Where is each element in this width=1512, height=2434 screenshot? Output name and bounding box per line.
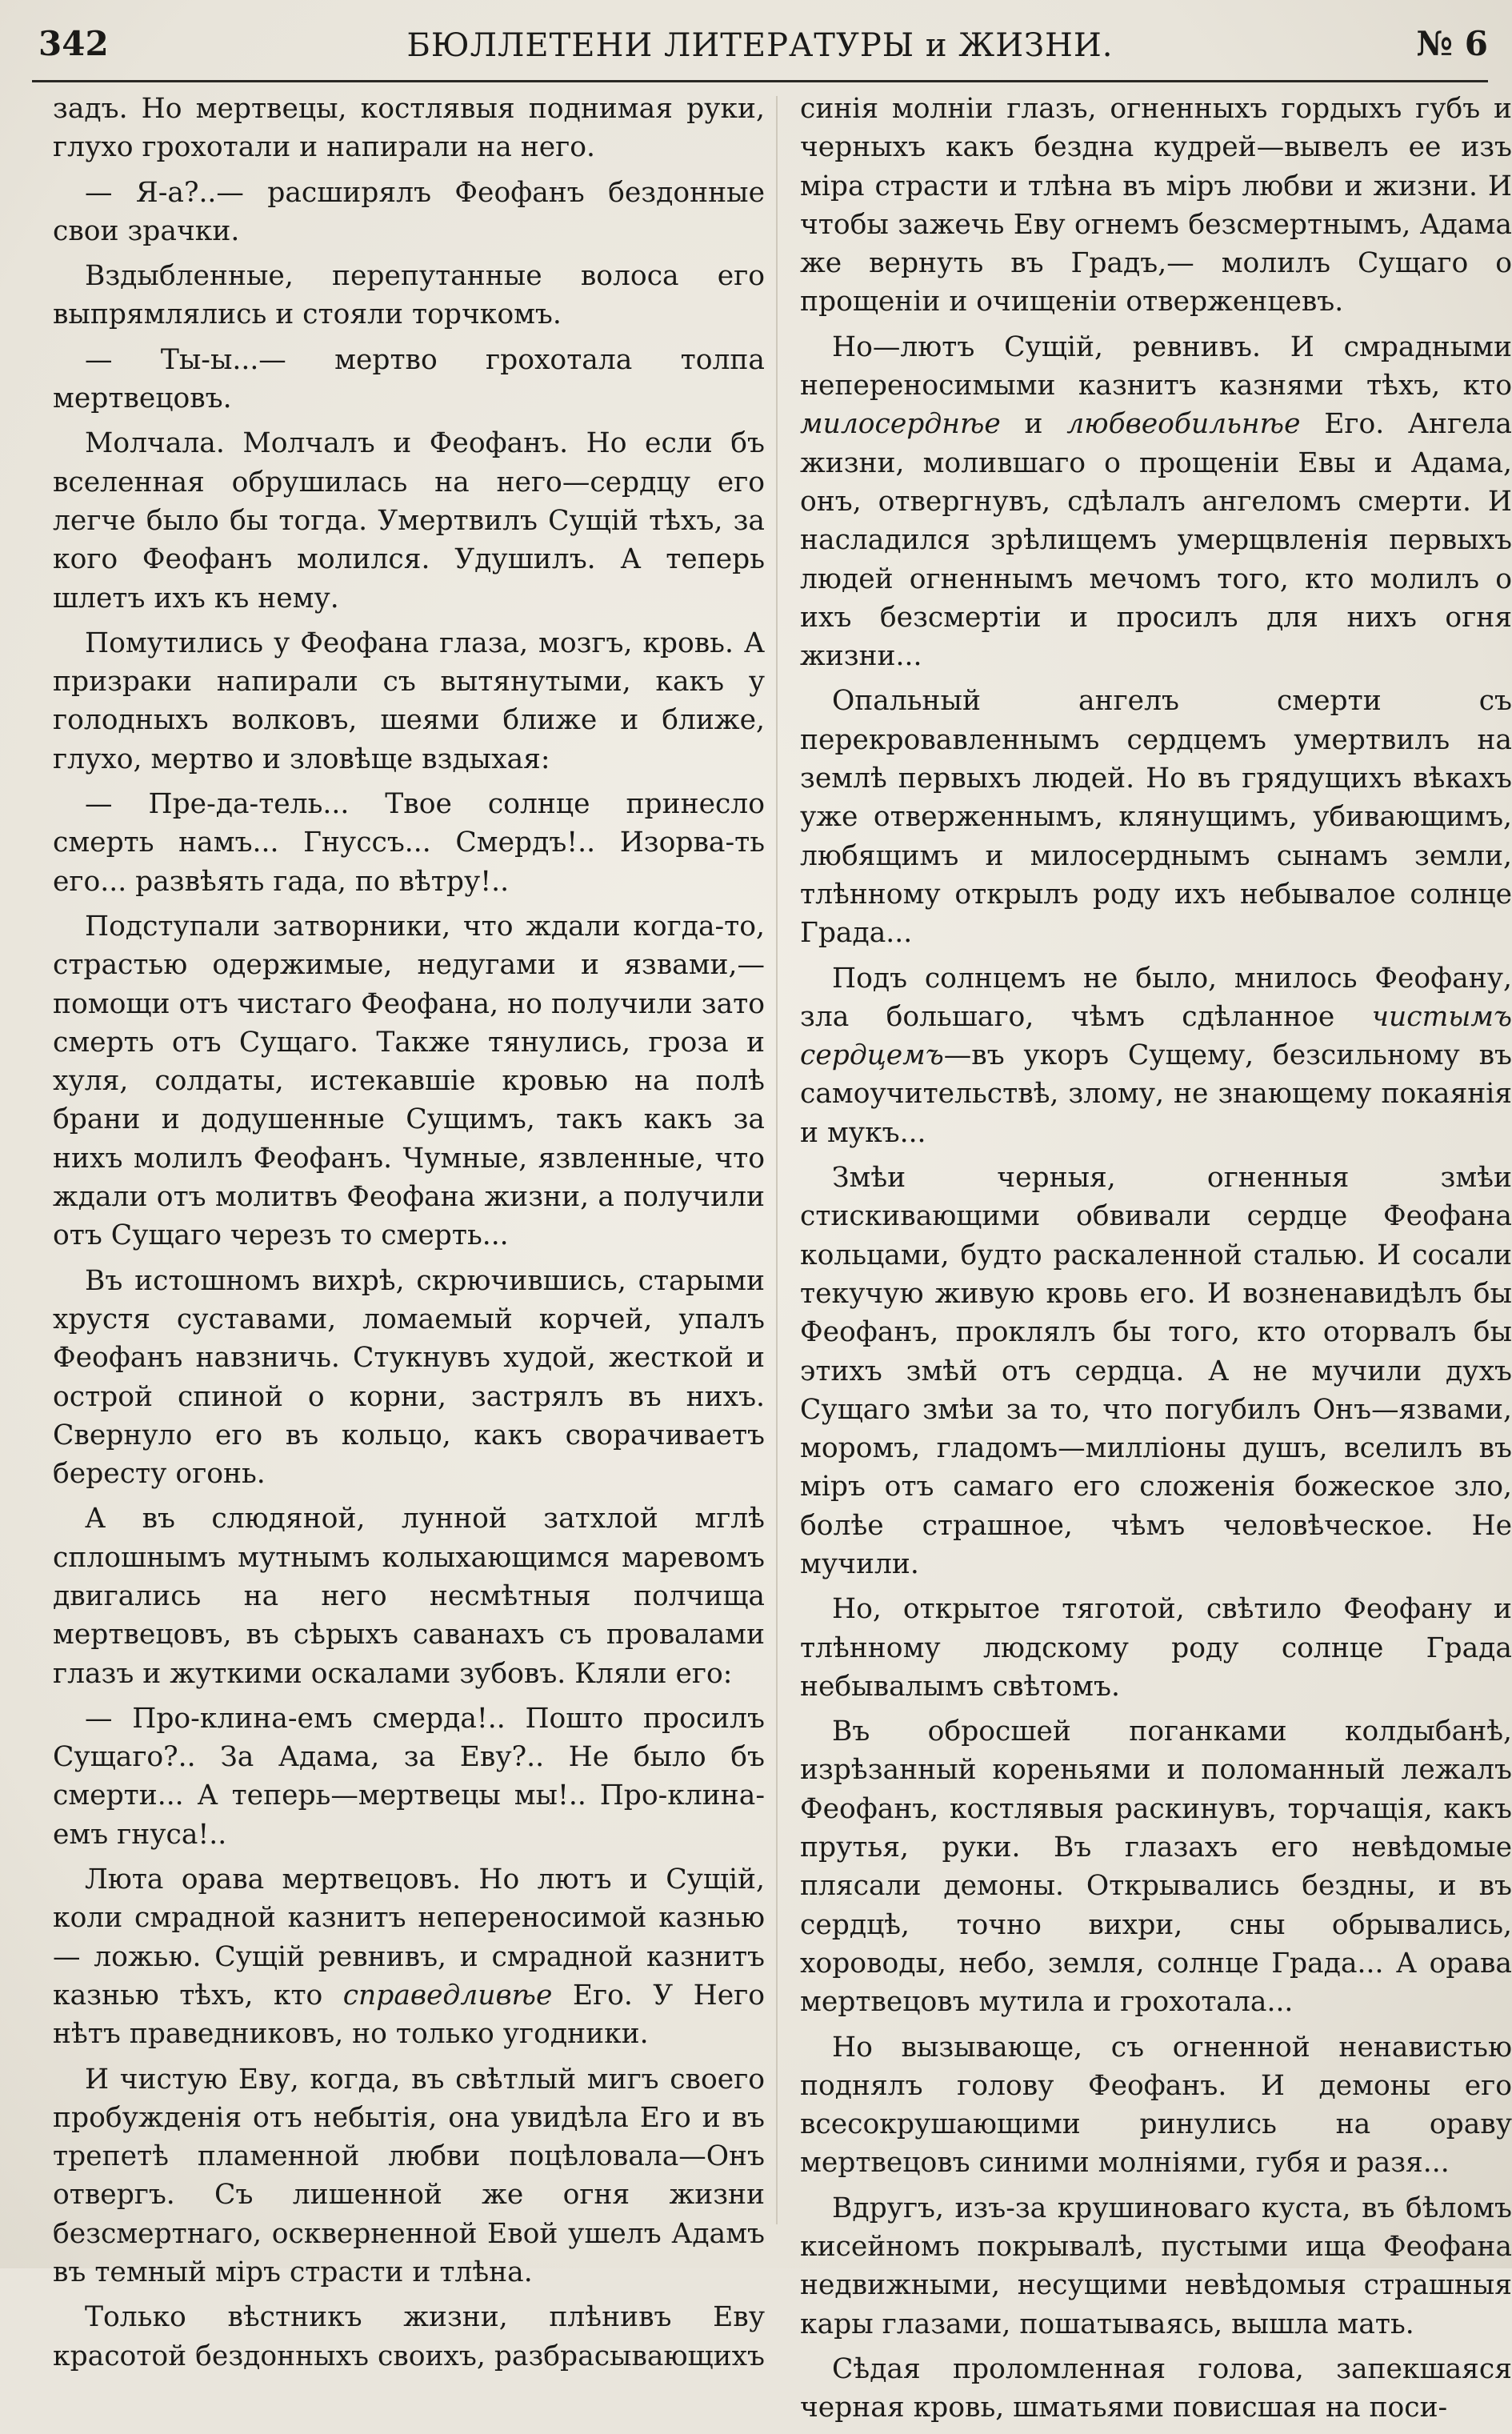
paragraph: Опальный ангелъ смерти съ перекровавленнымъ сердцемъ умертвилъ на землѣ первыхъ людей. Но въ грядущихъ вѣкахъ уже отверженнымъ, клянущимъ, убивающимъ, любящимъ и милосерднымъ сынамъ земли, тлѣнному открылъ роду ихъ небывалое солнце Града... <box>800 685 1512 950</box>
paragraph: Но, открытое тяготой, свѣтило Феофану и тлѣнному людскому роду солнце Града небывалымъ свѣтомъ. <box>800 1593 1512 1703</box>
text-span: Но—лютъ Сущій, ревнивъ. И смрадными непереносимыми казнитъ казнями тѣхъ, кто <box>800 330 1512 402</box>
paragraph: Только вѣстникъ жизни, плѣнивъ Еву красотой бездонныхъ своихъ, разбрасывающихъ <box>53 2301 765 2372</box>
paragraph: Помутились у Феофана глаза, мозгъ, кровь. А призраки напирали съ вытянутыми, какъ у голодныхъ волковъ, шеями ближе и ближе, глухо, мертво и зловѣще вздыхая: <box>53 627 765 775</box>
paragraph: Змѣи черныя, огненныя змѣи стискивающими обвивали сердце Феофана кольцами, будто раскаленной сталью. И сосали текучую живую кровь его. И возненавидѣлъ бы Феофанъ, проклялъ бы того, кто оторвалъ бы этихъ змѣй отъ сердца. А не мучили духъ Сущаго змѣи за то, что погубилъ Онъ—язвами, моромъ, гладомъ—милліоны душъ, вселилъ въ міръ отъ самаго его сложенія божеское зло, болѣе страшное, чѣмъ человѣческое. Не мучили. <box>800 1162 1512 1580</box>
paragraph: — Ты-ы...— мертво грохотала толпа мертвецовъ. <box>53 343 765 415</box>
page-header <box>32 18 1488 74</box>
paragraph: А въ слюдяной, лунной затхлой мглѣ сплошнымъ мутнымъ колыхающимся маревомъ двигались на него несмѣтныя полчища мертвецовъ, въ сѣрыхъ саванахъ съ провалами глазъ и жуткими оскалами зубовъ. Кляли его: <box>53 1503 765 1690</box>
paragraph: — Я-а?..— расширялъ Феофанъ бездонные свои зрачки. <box>53 176 765 247</box>
text-span: Его. Ангела жизни, молившаго о прощеніи Евы и Адама, онъ, отвергнувъ, сдѣлалъ ангеломъ смерти. И насладился зрѣлищемъ умерщвленія первыхъ людей огненнымъ мечомъ того, кто молилъ о ихъ безсмертіи и просилъ для нихъ огня жизни... <box>800 408 1512 673</box>
column-divider <box>776 96 778 2224</box>
paragraph: синія молніи глазъ, огненныхъ гордыхъ губъ и черныхъ какъ бездна кудрей—вывелъ ее изъ міра страсти и тлѣна въ міръ любви и жизни. И чтобы зажечь Еву огнемъ безсмертнымъ, Адама же вернуть въ Градъ,— молилъ Сущаго о прощеніи и очищеніи отверженцевъ. <box>800 93 1512 318</box>
italic-word: милосерднѣе <box>800 408 1001 441</box>
text-span: Подъ солнцемъ не было, мнилось Феофану, зла большаго, чѣмъ сдѣланное <box>800 962 1512 1033</box>
italic-word: чистымъ сердцемъ <box>800 1000 1512 1072</box>
italic-word: любвеобильнѣе <box>1066 408 1301 441</box>
text-span: Люта орава мертвецовъ. Но лютъ и Сущій, коли смрадной казнитъ непереносимой казнью— ложью. Сущій ревнивъ, и смрадной казнитъ казнью тѣхъ, кто <box>53 1864 765 2012</box>
paragraph: И чистую Еву, когда, въ свѣтлый мигъ своего пробужденія отъ небытія, она увидѣла Его и въ трепетѣ пламенной любви поцѣловала—Онъ отвергъ. Съ лишенной же огня жизни безсмертнаго, оскверненной Евой ушелъ Адамъ въ темный міръ страсти и тлѣна. <box>53 2063 765 2289</box>
paragraph: задъ. Но мертвецы, костлявыя поднимая руки, глухо грохотали и напирали на него. <box>53 93 765 164</box>
page-number: 342 <box>38 24 109 63</box>
paragraph: Молчала. Молчалъ и Феофанъ. Но если бъ вселенная обрушилась на него—сердцу его легче было бы тогда. Умертвилъ Сущій тѣхъ, за кого Феофанъ молился. Удушилъ. А теперь шлетъ ихъ къ нему. <box>53 427 765 615</box>
paragraph: Вдругъ, изъ-за крушиноваго куста, въ бѣломъ кисейномъ покрывалѣ, пустыми ища Феофана недвижными, несущими невѣдомыя страшныя кары глазами, пошатываясь, вышла мать. <box>800 2192 1512 2340</box>
text-span: и <box>1000 408 1067 441</box>
running-title: БЮЛЛЕТЕНИ ЛИТЕРАТУРЫ и ЖИЗНИ. <box>406 27 1114 64</box>
paragraph: Но вызывающе, съ огненной ненавистью поднялъ голову Феофанъ. И демоны его всесокрушающими ринулись на ораву мертвецовъ синими молніями, губя и разя... <box>800 2031 1512 2180</box>
header-rule <box>32 80 1488 82</box>
paragraph: Вздыбленные, перепутанные волоса его выпрямлялись и стояли торчкомъ. <box>53 260 765 331</box>
issue-number: № 6 <box>1416 24 1488 63</box>
paragraph: Сѣдая проломленная голова, запекшаяся черная кровь, шматьями повисшая на поси- <box>800 2352 1512 2424</box>
text-span: —въ укоръ Сущему, безсильному въ самоучительствѣ, злому, не знающему покаянія и мукъ... <box>800 1039 1512 1149</box>
paragraph: Въ истошномъ вихрѣ, скрючившись, старыми хрустя суставами, ломаемый корчей, упалъ Феофанъ навзничь. Стукнувъ худой, жесткой и острой спиной о корни, застрялъ въ нихъ. Свернуло его въ кольцо, какъ сворачиваетъ бересту огонь. <box>53 1264 765 1491</box>
paragraph: — Про-клина-емъ смерда!.. Пошто просилъ Сущаго?.. За Адама, за Еву?.. Не было бъ смерти... А теперь—мертвецы мы!.. Про-клина-емъ гнуса!.. <box>53 1702 765 1851</box>
paragraph: Въ обросшей поганками колдыбанѣ, изрѣзанный кореньями и поломанный лежалъ Феофанъ, костлявыя раскинувъ, торчащія, какъ прутья, руки. Въ глазахъ его невѣдомые плясали демоны. Открывались бездны, и въ сердцѣ, точно вихри, сны обрывались, хороводы, небо, земля, солнце Града... А орава мертвецовъ мутила и грохотала... <box>800 1715 1512 2019</box>
italic-word: справедливѣе <box>342 1979 553 2012</box>
right-column <box>800 90 1512 2434</box>
paragraph <box>800 328 1512 676</box>
left-column <box>53 90 765 2382</box>
paragraph: Подступали затворники, что ждали когда-то, страстью одержимые, недугами и язвами,— помощи отъ чистаго Феофана, но получили зато смерть отъ Сущаго. Также тянулись, гроза и хуля, солдаты, истекавшіе кровью на полѣ брани и додушенные Сущимъ, такъ какъ за нихъ молилъ Феофанъ. Чумные, язвленные, что ждали отъ молитвъ Феофана жизни, а получили отъ Сущаго черезъ то смерть... <box>53 910 765 1252</box>
paragraph <box>53 1860 765 2053</box>
paragraph: — Пре-да-тель... Твое солнце принесло смерть намъ... Гнуссъ... Смердъ!.. Изорва-ть его... развѣять гада, по вѣтру!.. <box>53 788 765 898</box>
paragraph <box>800 959 1512 1152</box>
text-span: Его. У Него нѣтъ праведниковъ, но только угодники. <box>53 1979 765 2051</box>
